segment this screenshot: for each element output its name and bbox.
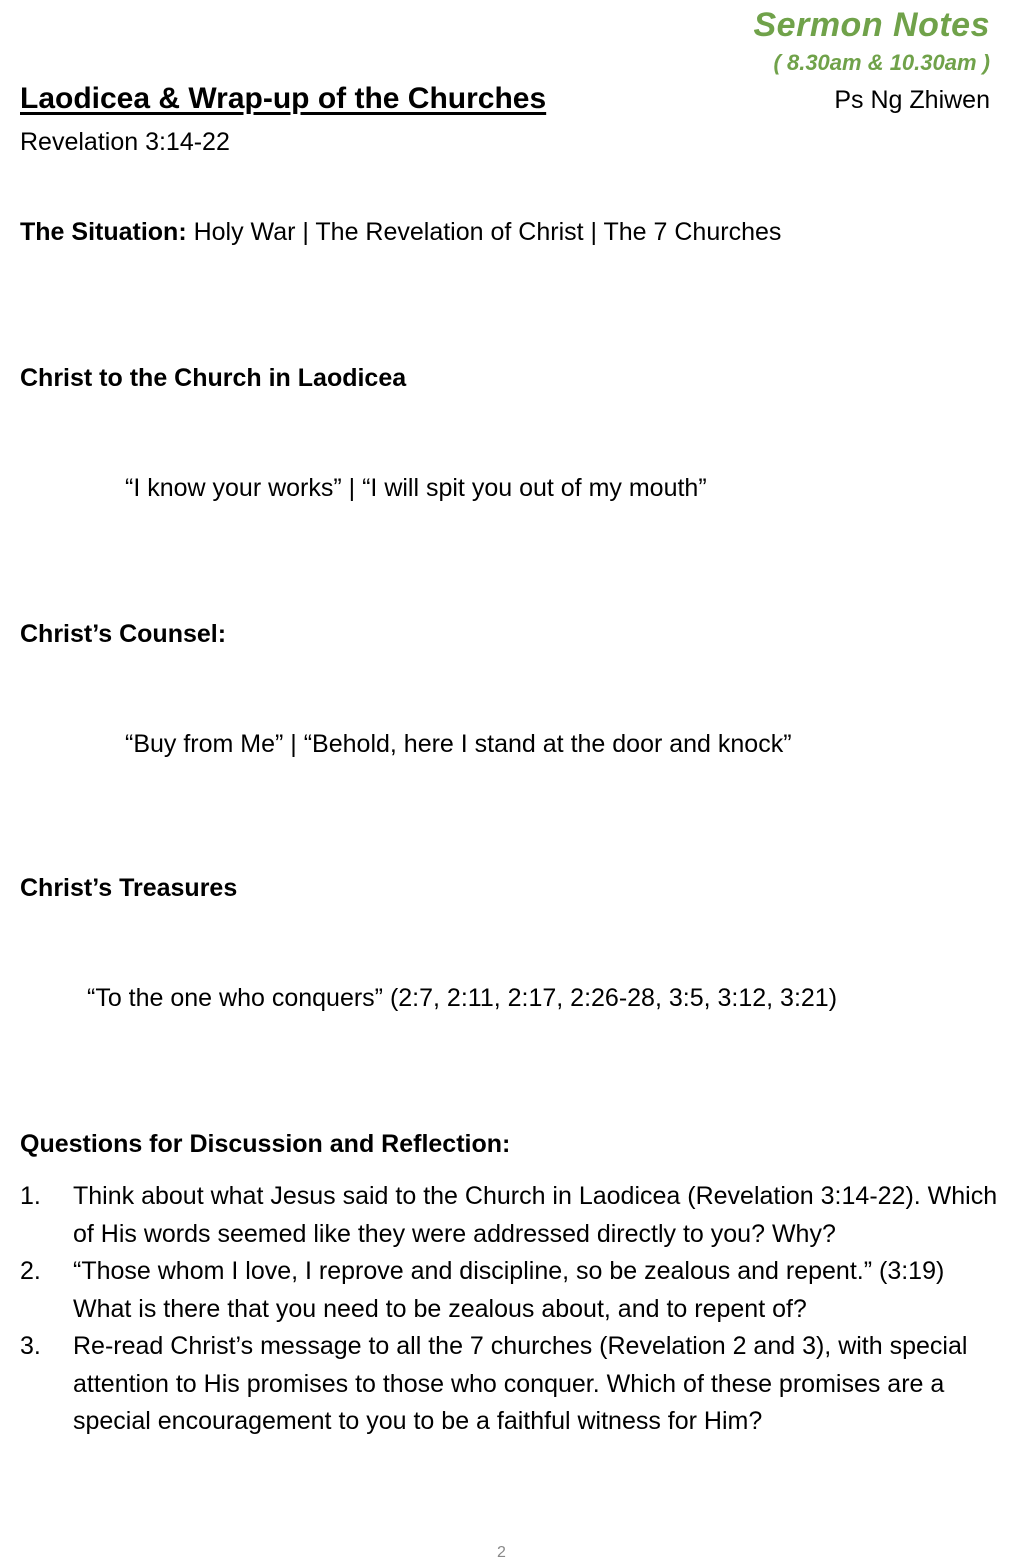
question-item: [20, 1253, 1000, 1328]
situation-label: The Situation:: [20, 218, 187, 246]
situation-text: Holy War | The Revelation of Christ | The 7 Churches: [186, 218, 782, 246]
section-quote-counsel: “Buy from Me” | “Behold, here I stand at the door and knock”: [125, 730, 792, 758]
questions-heading: Questions for Discussion and Reflection:: [20, 1130, 511, 1158]
section-heading-counsel: Christ’s Counsel:: [20, 620, 227, 648]
question-text: Re-read Christ’s message to all the 7 churches (Revelation 2 and 3), with special attention to His promises to those who conquer. Which of these promises are a special encouragement to you to be a faithful witness for Him?: [73, 1332, 968, 1435]
question-text: “Those whom I love, I reprove and discipline, so be zealous and repent.” (3:19) What is there that you need to be zealous about, and to repent of?: [73, 1257, 945, 1323]
question-number: 1.: [20, 1182, 41, 1210]
scripture-reference: Revelation 3:14-22: [20, 128, 230, 156]
situation-line: [20, 218, 781, 247]
brand-title: Sermon Notes: [753, 6, 990, 44]
questions-list: [20, 1178, 1000, 1441]
speaker-name: Ps Ng Zhiwen: [834, 86, 990, 114]
page-number: 2: [497, 1544, 506, 1561]
section-heading-laodicea: Christ to the Church in Laodicea: [20, 364, 407, 392]
question-text: Think about what Jesus said to the Church in Laodicea (Revelation 3:14-22). Which of His words seemed like they were addressed directly to you? Why?: [73, 1182, 998, 1248]
section-quote-treasures: “To the one who conquers” (2:7, 2:11, 2:17, 2:26-28, 3:5, 3:12, 3:21): [87, 984, 838, 1012]
question-item: [20, 1178, 1000, 1253]
question-number: 2.: [20, 1257, 41, 1285]
question-number: 3.: [20, 1332, 41, 1360]
section-heading-treasures: Christ’s Treasures: [20, 874, 238, 902]
service-times: ( 8.30am & 10.30am ): [773, 50, 990, 75]
sermon-title: Laodicea & Wrap-up of the Churches: [20, 82, 547, 115]
section-quote-laodicea: “I know your works” | “I will spit you out of my mouth”: [125, 474, 707, 502]
question-item: [20, 1328, 1000, 1441]
